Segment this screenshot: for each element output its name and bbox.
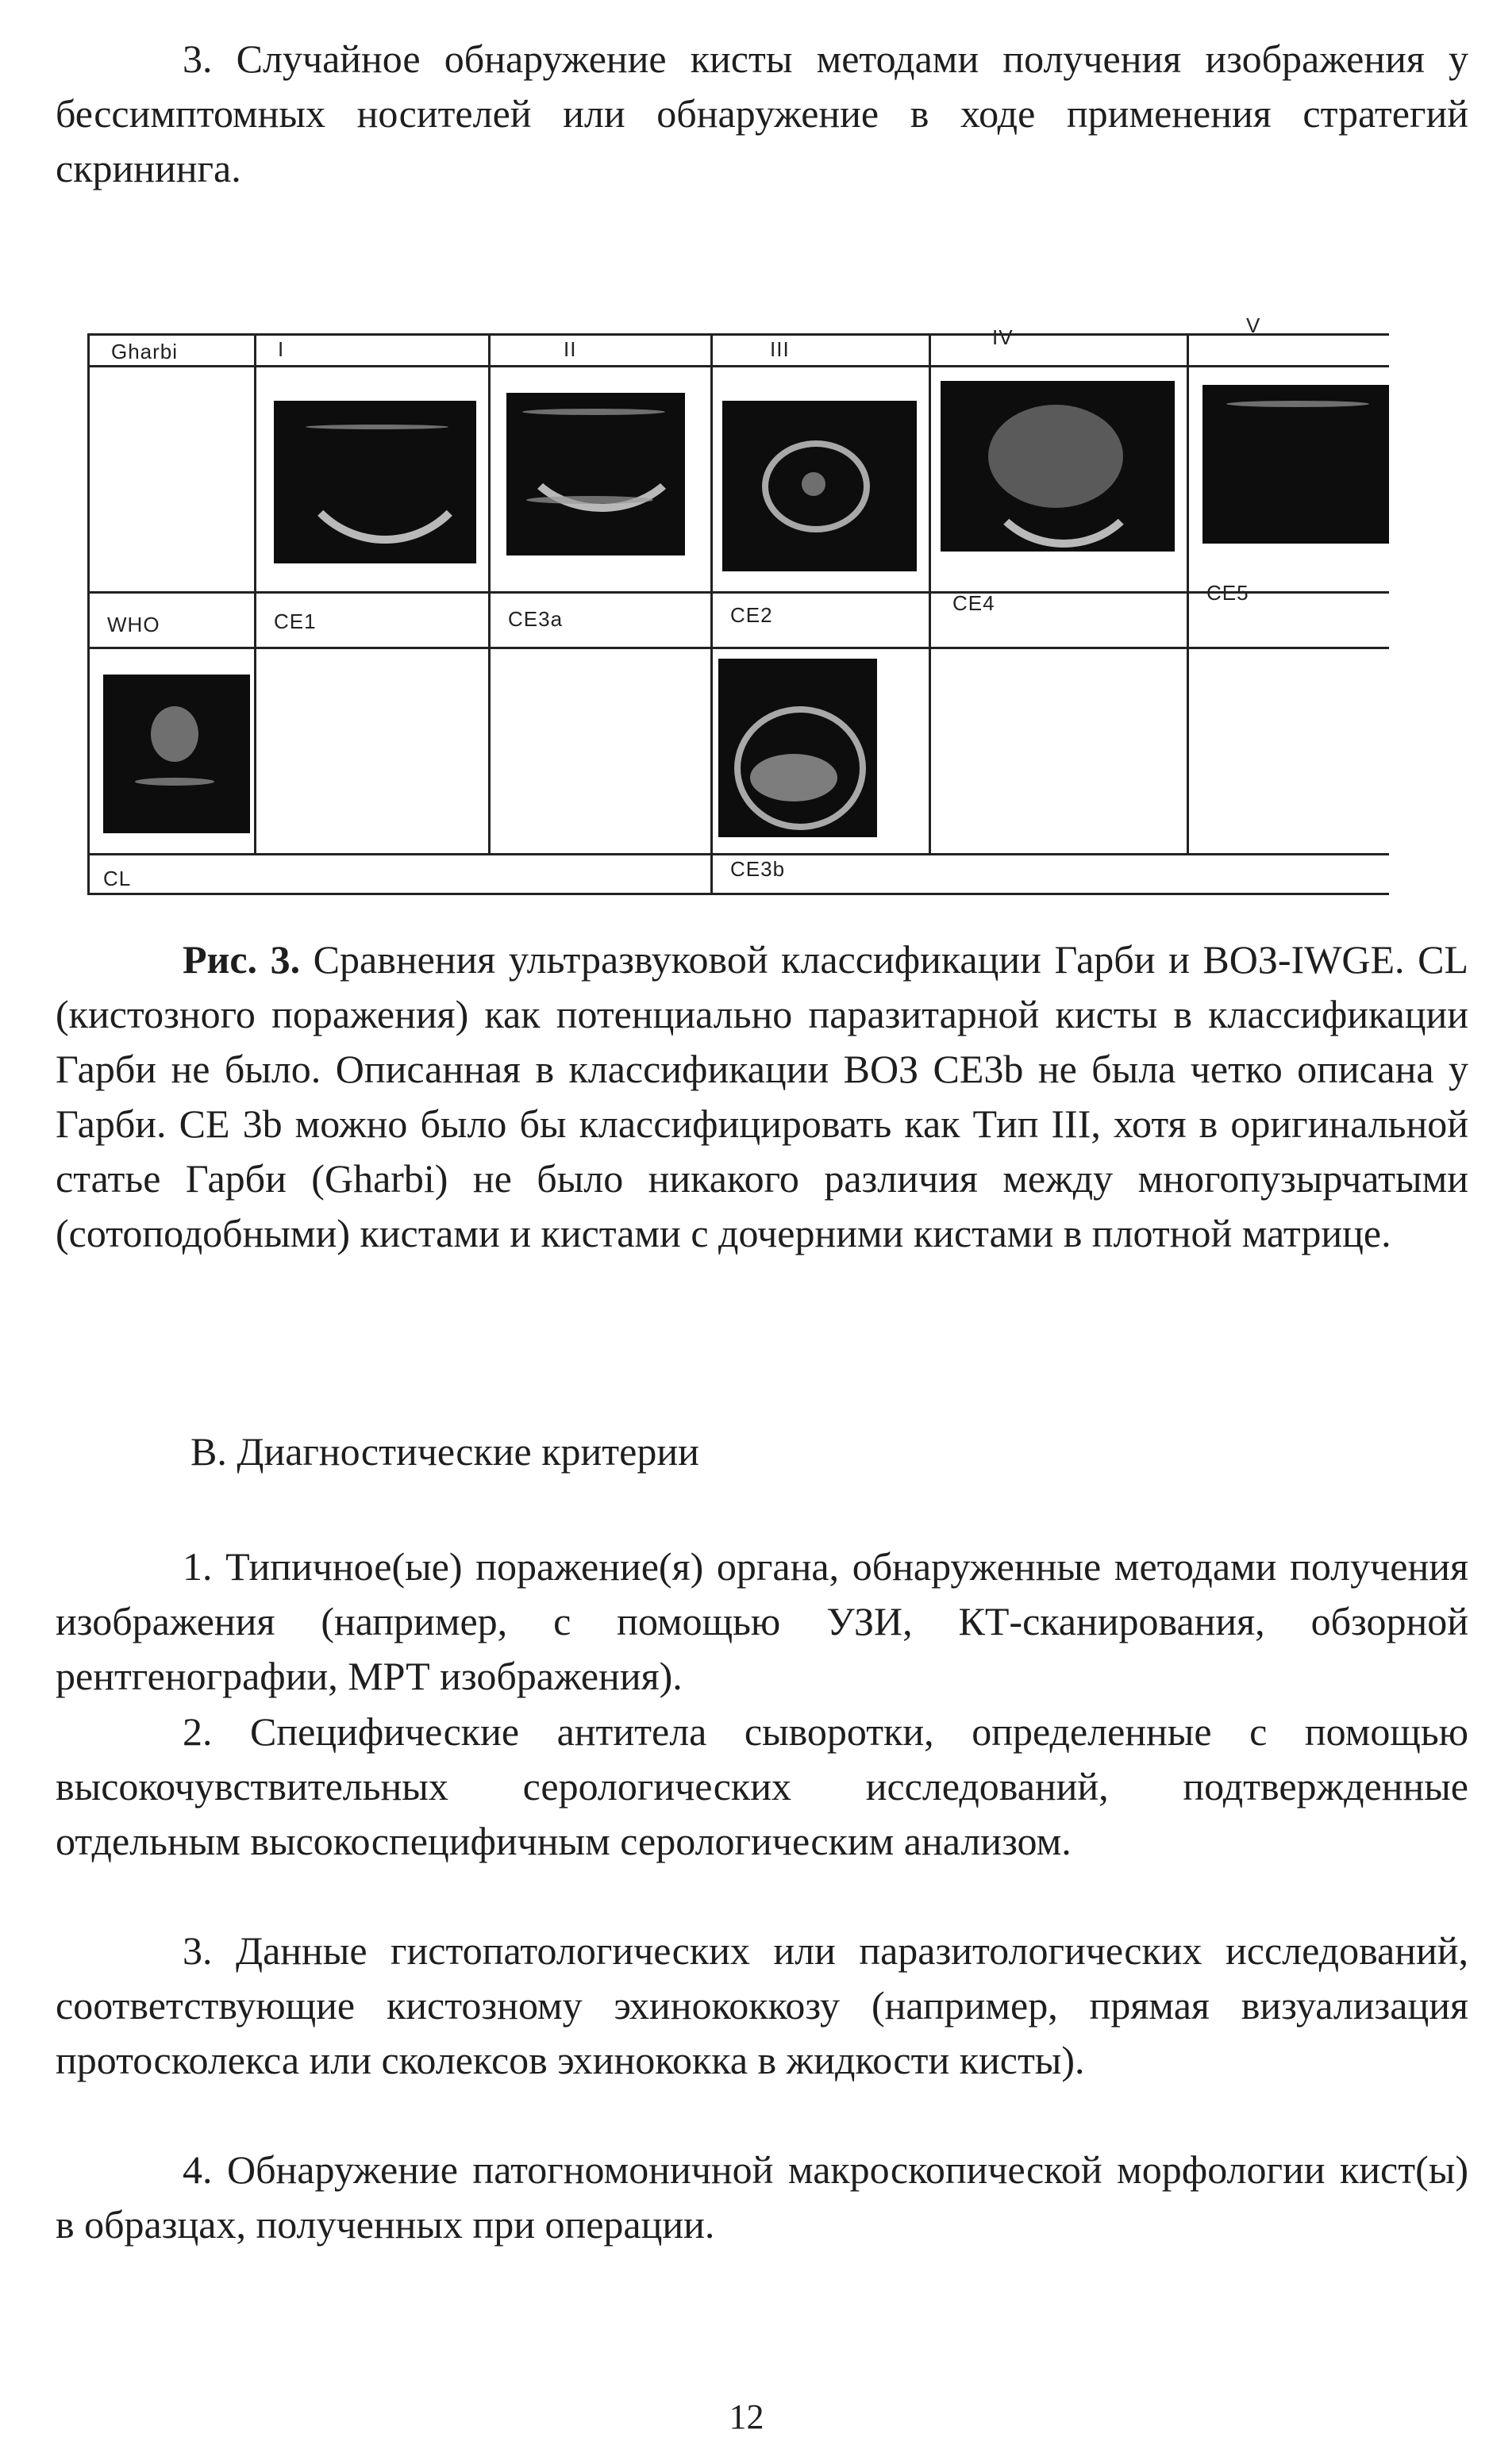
- gharbi-label: Gharbi: [111, 340, 179, 363]
- ultrasound-image-cl: [103, 675, 250, 833]
- gharbi-type-v-label: V: [1246, 313, 1261, 337]
- ultrasound-image-ce3b: [718, 659, 877, 837]
- gharbi-type-iii-label: III: [770, 337, 790, 361]
- gharbi-type-iv-label: IV: [992, 325, 1014, 349]
- who-ce3a-label: CE3a: [508, 607, 564, 631]
- ce3b-label: CE3b: [730, 857, 786, 881]
- section-heading: B. Диагностические критерии: [190, 1429, 699, 1474]
- ultrasound-image-ce1: [274, 401, 476, 563]
- ultrasound-image-ce2: [722, 401, 917, 571]
- who-label: WHO: [107, 613, 160, 636]
- criterion-3: 3. Данные гистопатологических или паразитологических исследований, соответствующие кистозному эхинококкозу (например, прямая визуализация протосколекса или сколексов эхинококка в жидкости кисты).: [56, 1928, 1468, 2082]
- figure-caption-label: Рис. 3.: [183, 937, 301, 982]
- figure-caption-text: Сравнения ультразвуковой классификации Гарби и ВОЗ-IWGE. CL (кистозного поражения) как потенциально паразитарной кисты в классификации Гарби не было. Описанная в классификации ВОЗ CE3b не была четко описана у Гарби. CE 3b можно было бы классифицировать как Тип III, хотя в оригинальной статье Гарби (Gharbi) не было никакого различия между многопузырчатыми (сотоподобными) кистами и кистами с дочерними кистами в плотной матрице.: [56, 937, 1468, 1255]
- criterion-2: 2. Специфические антитела сыворотки, определенные с помощью высокочувствительных серологических исследований, подтвержденные отдельным высокоспецифичным серологическим анализом.: [56, 1709, 1468, 1863]
- figure-classification-table: [87, 313, 1389, 897]
- who-ce2-label: CE2: [730, 603, 773, 627]
- who-ce5-label: CE5: [1206, 581, 1249, 605]
- ultrasound-image-ce5: [1202, 385, 1389, 544]
- ultrasound-image-ce3a: [506, 393, 685, 555]
- who-ce1-label: CE1: [274, 609, 317, 633]
- page-number: 12: [729, 2397, 764, 2436]
- ultrasound-image-ce4: [941, 381, 1175, 552]
- intro-item-3: 3. Случайное обнаружение кисты методами получения изображения у бессимптомных носителей или обнаружение в ходе применения стратегий скрининга.: [56, 37, 1468, 190]
- figure-caption: [56, 932, 1468, 1261]
- cl-label: CL: [103, 867, 132, 890]
- who-ce4-label: CE4: [952, 591, 995, 615]
- criterion-1: 1. Типичное(ые) поражение(я) органа, обнаруженные методами получения изображения (например, с помощью УЗИ, КТ-сканирования, обзорной рентгенографии, МРТ изображения).: [56, 1544, 1468, 1698]
- criterion-4: 4. Обнаружение патогномоничной макроскопической морфологии кист(ы) в образцах, полученных при операции.: [56, 2147, 1468, 2247]
- gharbi-type-ii-label: II: [564, 337, 577, 361]
- gharbi-type-i-label: I: [278, 337, 285, 361]
